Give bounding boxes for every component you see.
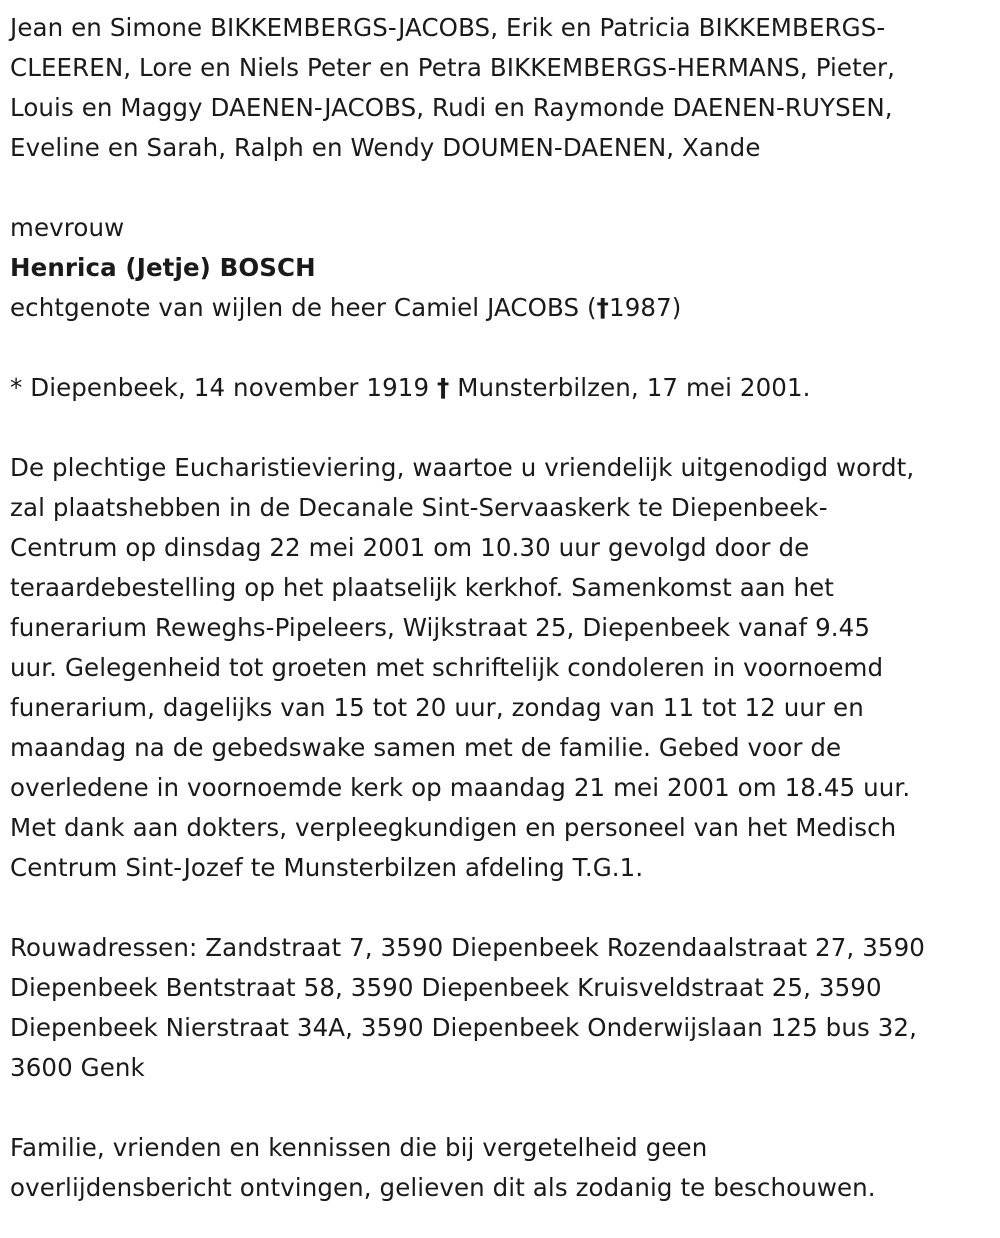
- paragraph-spacer: [10, 1088, 990, 1128]
- family-line: Jean en Simone BIKKEMBERGS-JACOBS, Erik en Patricia BIKKEMBERGS-: [10, 13, 886, 42]
- obituary-notice: [10, 8, 990, 1208]
- paragraph-spacer: [10, 328, 990, 368]
- dates-line: [10, 368, 990, 408]
- address-line: Rouwadressen: Zandstraat 7, 3590 Diepenbeek Rozendaalstraat 27, 3590: [10, 933, 925, 962]
- ceremony-paragraph: [10, 448, 990, 888]
- ceremony-line: De plechtige Eucharistieviering, waartoe u vriendelijk uitgenodigd wordt,: [10, 453, 915, 482]
- honorific: mevrouw: [10, 213, 125, 242]
- ceremony-line: Centrum op dinsdag 22 mei 2001 om 10.30 uur gevolgd door de: [10, 533, 810, 562]
- family-line: Eveline en Sarah, Ralph en Wendy DOUMEN-DAENEN, Xande: [10, 133, 761, 162]
- address-line: Diepenbeek Nierstraat 34A, 3590 Diepenbeek Onderwijslaan 125 bus 32,: [10, 1013, 917, 1042]
- address-line: 3600 Genk: [10, 1053, 145, 1082]
- spouse-year: 1987): [609, 293, 682, 322]
- paragraph-spacer: [10, 168, 990, 208]
- mourning-addresses: [10, 928, 990, 1088]
- cross-icon: †: [437, 373, 450, 402]
- closing-note: [10, 1128, 990, 1208]
- family-line: Louis en Maggy DAENEN-JACOBS, Rudi en Raymonde DAENEN-RUYSEN,: [10, 93, 893, 122]
- spouse-line: [10, 288, 990, 328]
- closing-line: Familie, vrienden en kennissen die bij vergetelheid geen: [10, 1133, 708, 1162]
- birth-info: * Diepenbeek, 14 november 1919: [10, 373, 438, 402]
- paragraph-spacer: [10, 888, 990, 928]
- death-info: Munsterbilzen, 17 mei 2001.: [449, 373, 811, 402]
- ceremony-line: funerarium Reweghs-Pipeleers, Wijkstraat 25, Diepenbeek vanaf 9.45: [10, 613, 871, 642]
- ceremony-line: maandag na de gebedswake samen met de familie. Gebed voor de: [10, 733, 842, 762]
- ceremony-line: funerarium, dagelijks van 15 tot 20 uur, zondag van 11 tot 12 uur en: [10, 693, 864, 722]
- deceased-name: Henrica (Jetje) BOSCH: [10, 253, 316, 282]
- ceremony-line: overledene in voornoemde kerk op maandag 21 mei 2001 om 18.45 uur.: [10, 773, 911, 802]
- ceremony-line: uur. Gelegenheid tot groeten met schriftelijk condoleren in voornoemd: [10, 653, 884, 682]
- ceremony-line: teraardebestelling op het plaatselijk kerkhof. Samenkomst aan het: [10, 573, 834, 602]
- ceremony-line: Met dank aan dokters, verpleegkundigen en personeel van het Medisch: [10, 813, 897, 842]
- paragraph-spacer: [10, 408, 990, 448]
- closing-line: overlijdensbericht ontvingen, gelieven dit als zodanig te beschouwen.: [10, 1173, 876, 1202]
- address-line: Diepenbeek Bentstraat 58, 3590 Diepenbeek Kruisveldstraat 25, 3590: [10, 973, 882, 1002]
- family-line: CLEEREN, Lore en Niels Peter en Petra BIKKEMBERGS-HERMANS, Pieter,: [10, 53, 896, 82]
- ceremony-line: Centrum Sint-Jozef te Munsterbilzen afdeling T.G.1.: [10, 853, 644, 882]
- spouse-text: echtgenote van wijlen de heer Camiel JACOBS (: [10, 293, 597, 322]
- cross-icon: †: [596, 293, 610, 322]
- family-list: [10, 8, 990, 168]
- ceremony-line: zal plaatshebben in de Decanale Sint-Servaaskerk te Diepenbeek-: [10, 493, 828, 522]
